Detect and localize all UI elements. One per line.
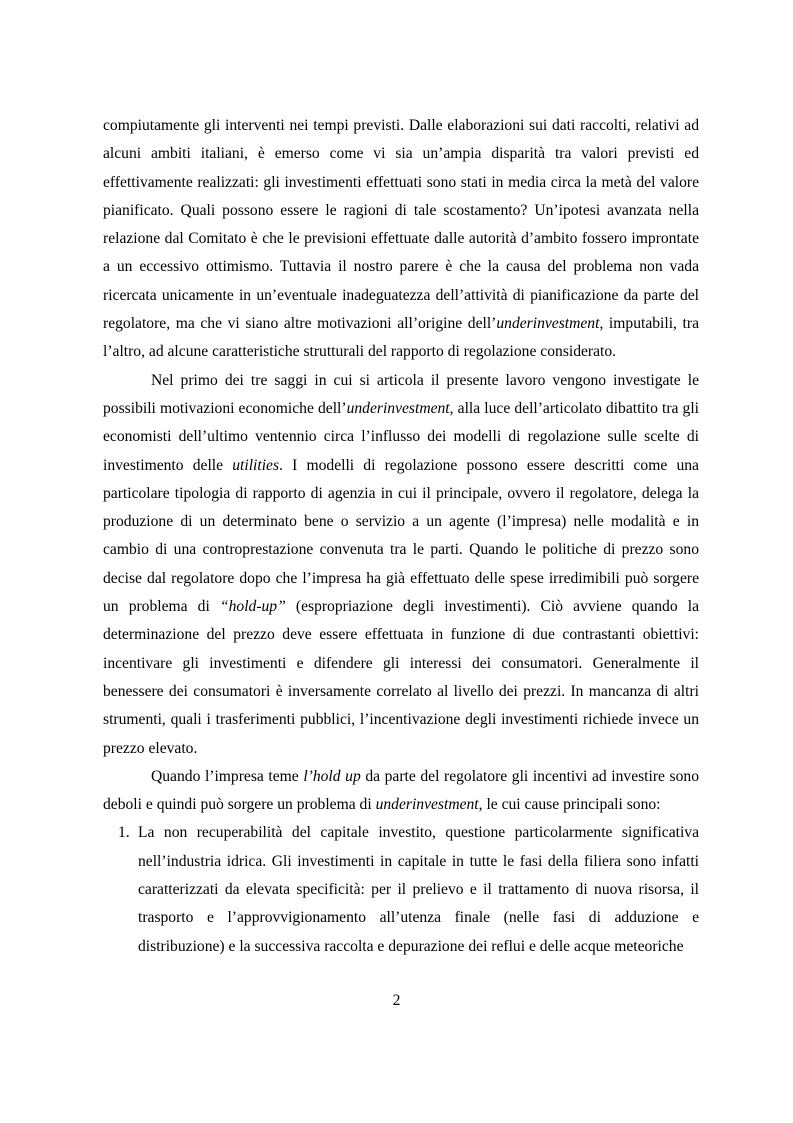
p2-text-3: . I modelli di regolazione possono essere descritti come una particolare tipologia di rapporto di agenzia in cui il principale, ovvero il regolatore, delega la produzione di un determinato bene o servizio a un agente (l’impresa) nelle modalità e in cambio di una controprestazione convenuta tra le parti. Quando le politiche di prezzo sono decise dal regolatore dopo che l’impresa ha già effettuato delle spese irredimibili può sorgere un problema di <box>103 456 699 616</box>
p3-emphasis-2: underinvestment <box>375 796 479 814</box>
p3-text-2: da parte del regolatore gli incentivi ad investire sono deboli e quindi può sorgere un problema di <box>103 767 700 814</box>
paragraph-2 <box>103 367 699 763</box>
page-number: 2 <box>392 992 401 1009</box>
p1-emphasis-1: underinvestment <box>496 315 600 333</box>
p2-text-1: Nel primo dei tre saggi in cui si articola il presente lavoro vengono investigate le possibili motivazioni economiche dell’ <box>103 371 699 417</box>
list-item <box>103 819 699 960</box>
p2-emphasis-3: “hold-up” <box>219 598 286 616</box>
list-item-text: La non recuperabilità del capitale investito, questione particolarmente significativa nell’industria idrica. Gli investimenti in capitale in tutte le fasi della filiera sono infatti caratterizzati da elevata specificità: per il prelievo e il trattamento di nuova risorsa, il trasporto e l’approvvigionamento all’utenza finale (nelle fasi di adduzione e distribuzione) e la successiva raccolta e depurazione dei reflui e delle acque meteoriche <box>138 824 699 955</box>
body-text <box>103 112 699 961</box>
p1-text-2: , imputabili, tra l’altro, ad alcune caratteristiche strutturali del rapporto di regolazione considerato. <box>103 315 699 361</box>
p1-text-1: compiutamente gli interventi nei tempi previsti. Dalle elaborazioni sui dati raccolti, relativi ad alcuni ambiti italiani, è emerso come vi sia un’ampia disparità tra valori previsti ed effettivamente realizzati: gli investimenti effettuati sono stati in media circa la metà del valore pianificato. Quali possono essere le ragioni di tale scostamento? Un’ipotesi avanzata nella relazione dal Comitato è che le previsioni effettuate dalle autorità d’ambito fossero improntate a un eccessivo ottimismo. Tuttavia il nostro parere è che la causa del problema non vada ricercata unicamente in un’eventuale inadeguatezza dell’attività di pianificazione da parte del regolatore, ma che vi siano altre motivazioni all’origine dell’ <box>103 117 699 333</box>
paragraph-3 <box>103 763 699 820</box>
list-item-number: 1. <box>118 824 130 842</box>
p3-text-1: Quando l’impresa teme <box>151 767 304 785</box>
p2-emphasis-2: utilities <box>232 456 280 474</box>
p3-text-3: , le cui cause principali sono: <box>478 796 661 814</box>
p2-text-2: , alla luce dell’articolato dibattito tra gli economisti dell’ultimo ventennio circa l’influsso dei modelli di regolazione sulle scelte di investimento delle <box>103 399 700 474</box>
paragraph-1 <box>103 112 699 367</box>
p2-emphasis-1: underinvestment <box>346 399 450 417</box>
numbered-list <box>103 819 699 960</box>
p2-text-4: (espropriazione degli investimenti). Ciò avviene quando la determinazione del prezzo deve essere effettuata in funzione di due contrastanti obiettivi: incentivare gli investimenti e difendere gli interessi dei consumatori. Generalmente il benessere dei consumatori è inversamente correlato al livello dei prezzi. In mancanza di altri strumenti, quali i trasferimenti pubblici, l’incentivazione degli investimenti richiede invece un prezzo elevato. <box>103 598 700 757</box>
p3-emphasis-1: l’hold up <box>303 767 361 785</box>
